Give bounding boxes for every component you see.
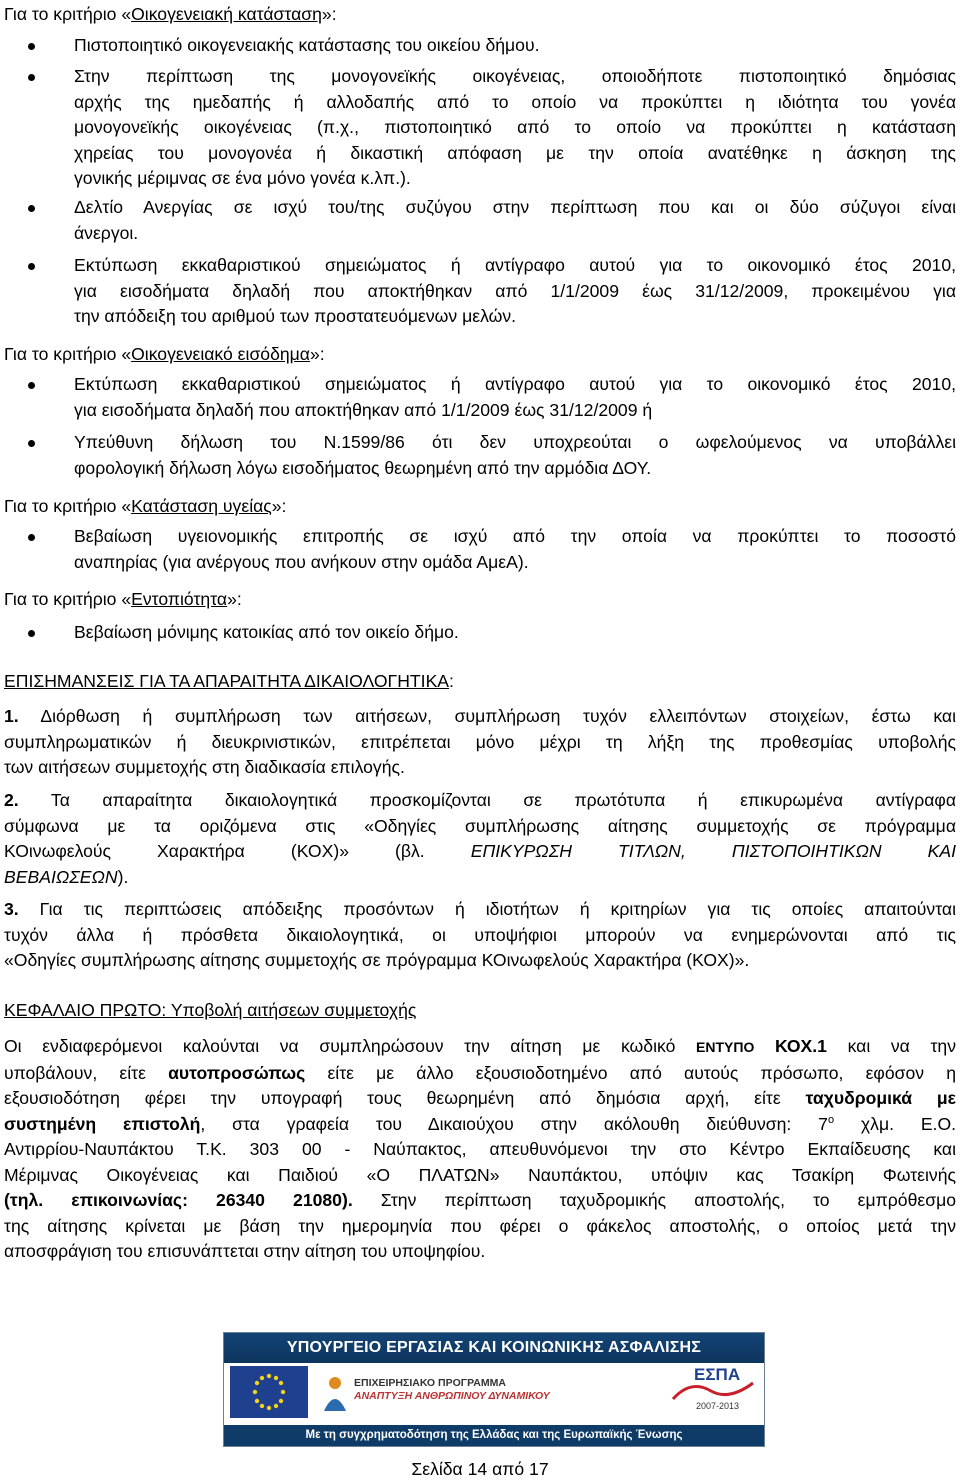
note-3: 3. Για τις περιπτώσεις απόδειξης προσόντων ή ιδιοτήτων ή κριτηρίων για τις οποίες απαιτούνται τυχόν άλλα ή πρόσθετα δικαιολογητικά, οι υποψήφιοι μπορούν να ενημερώνονται από τις «Οδηγίες συμπλήρωσης αίτησης συμμετοχής σε πρόγραμμα ΚΟινωφελούς Χαρακτήρα (ΚΟΧ)».: [4, 899, 956, 970]
cofunding-text: Με τη συγχρηματοδότηση της Ελλάδας και της Ευρωπαϊκής Ένωσης: [224, 1425, 764, 1446]
list-item: Δελτίο Ανεργίας σε ισχύ του/της συζύγου στην περίπτωση που και οι δύο σύζυγοι είναι άνεργοι.: [74, 195, 956, 246]
bullet-icon: [28, 382, 35, 389]
note-2: 2. Τα απαραίτητα δικαιολογητικά προσκομίζονται σε πρωτότυπα ή επικυρωμένα αντίγραφα σύμφωνα με τα οριζόμενα στις «Οδηγίες συμπλήρωσης αίτησης συμμετοχής σε πρόγραμμα ΚΟινωφελούς Χαρακτήρα (ΚΟΧ)» (βλ. ΕΠΙΚΥΡΩΣΗ ΤΙΤΛΩΝ, ΠΙΣΤΟΠΟΙΗΤΙΚΩΝ ΚΑΙ ΒΕΒΑΙΩΣΕΩΝ).: [4, 790, 956, 887]
list-item: Βεβαίωση υγειονομικής επιτροπής σε ισχύ από την οποία να προκύπτει το ποσοστό αναπηρίας (για ανέργους που ανήκουν στην ομάδα ΑμεΑ).: [74, 524, 956, 575]
program-name: ΕΠΙΧΕΙΡΗΣΙΑΚΟ ΠΡΟΓΡΑΜΜΑ ΑΝΑΠΤΥΞΗ ΑΝΘΡΩΠΙΝΟΥ ΔΥΝΑΜΙΚΟΥ: [354, 1377, 550, 1402]
chapter-heading: ΚΕΦΑΛΑΙΟ ΠΡΩΤΟ: Υποβολή αιτήσεων συμμετοχής: [4, 1000, 417, 1020]
criterion-heading-family-income: Για το κριτήριο «Οικογενειακό εισόδημα»:: [4, 344, 325, 364]
logos-strip: [224, 1363, 764, 1425]
program-logo-icon: [320, 1373, 350, 1413]
espa-years: 2007-2013: [696, 1401, 740, 1411]
bullet-icon: [28, 263, 35, 270]
espa-label: ΕΣΠΑ: [694, 1365, 741, 1384]
list-item: Υπεύθυνη δήλωση του Ν.1599/86 ότι δεν υποχρεούται ο ωφελούμενος να υποβάλλει φορολογική δήλωση λόγω εισοδήματος θεωρημένη από την αρμόδια ΔΟΥ.: [74, 430, 956, 481]
criterion-heading-health: Για το κριτήριο «Κατάσταση υγείας»:: [4, 496, 287, 516]
page-number: Σελίδα 14 από 17: [411, 1459, 549, 1479]
note-1: 1. Διόρθωση ή συμπλήρωση των αιτήσεων, συμπλήρωση τυχόν ελλειπόντων στοιχείων, έστω και συμπληρωματικών ή διευκρινιστικών, επιτρέπεται μόνο μέχρι τη λήξη της προθεσμίας υποβολής των αιτήσεων συμμετοχής στη διαδικασία επιλογής.: [4, 706, 956, 777]
bullet-icon: [28, 43, 35, 50]
funding-banner: [223, 1332, 765, 1447]
chapter-paragraph: Οι ενδιαφερόμενοι καλούνται να συμπληρώσουν την αίτηση με κωδικό ΕΝΤΥΠΟ ΚΟΧ.1 και να την υποβάλουν, είτε αυτοπροσώπως είτε με άλλο εξουσιοδοτημένο από αυτούς πρόσωπο, εφόσον η εξουσιοδότηση φέρει την υπογραφή τους θεωρημένη από δημόσια αρχή, είτε ταχυδρομικά με συστημένη επιστολή, στα γραφεία του Δικαιούχου στην ακόλουθη διεύθυνση: $7^o$ χλμ. Ε.Ο. Αντιρρίου-Ναυπάκτου Τ.Κ. 303 00 - Ναύπακτος, απευθυνόμενοι την στο Κέντρο Εκπαίδευσης και Μέριμνας Οικογένειας και Παιδιού «Ο ΠΛΑΤΩΝ» Ναυπάκτου, υπόψιν κας Τσακίρη Φωτεινής (τηλ. επικοινωνίας: 26340 21080). Στην περίπτωση ταχυδρομικής αποστολής, το εμπρόθεσμο της αίτησης κρίνεται με βάση την ημερομηνία που φέρει ο φάκελος αποστολής, ο οποίος μετά την αποσφράγιση του επισυνάπτεται στην αίτηση του υποψηφίου.: [4, 1036, 957, 1261]
criterion-heading-family-status: Για το κριτήριο «Οικογενειακή κατάσταση»:: [4, 4, 337, 24]
eu-flag-icon: [230, 1366, 308, 1418]
notes-heading: ΕΠΙΣΗΜΑΝΣΕΙΣ ΓΙΑ ΤΑ ΑΠΑΡΑΙΤΗΤΑ ΔΙΚΑΙΟΛΟΓΗΤΙΚΑ:: [4, 671, 454, 691]
ministry-title: ΥΠΟΥΡΓΕΙΟ ΕΡΓΑΣΙΑΣ ΚΑΙ ΚΟΙΝΩΝΙΚΗΣ ΑΣΦΑΛΙΣΗΣ: [224, 1333, 764, 1363]
bullet-icon: [28, 630, 35, 637]
bullet-icon: [28, 74, 35, 81]
bullet-icon: [28, 534, 35, 541]
bullet-icon: [28, 440, 35, 447]
bullet-icon: [28, 205, 35, 212]
criterion-heading-residence: Για το κριτήριο «Εντοπιότητα»:: [4, 589, 242, 609]
list-item: Εκτύπωση εκκαθαριστικού σημειώματος ή αντίγραφο αυτού για το οικονομικό έτος 2010, για εισοδήματα δηλαδή που αποκτήθηκαν από 1/1/2009 έως 31/12/2009, προκειμένου για την απόδειξη του αριθμού των προστατευόμενων μελών.: [74, 253, 956, 330]
list-item: Στην περίπτωση της μονογονεϊκής οικογένειας, οποιοδήποτε πιστοποιητικό δημόσιας αρχής της ημεδαπής ή αλλοδαπής από το οποίο να προκύπτει η ιδιότητα του γονέα μονογονεϊκής οικογένειας (π.χ., πιστοποιητικό από το οποίο να προκύπτει η κατάσταση χηρείας του μονογονέα ή δικαστική απόφαση με την οποία ανατέθηκε η άσκηση της γονικής μέριμνας σε ένα μόνο γονέα κ.λπ.).: [74, 64, 956, 192]
list-item: Πιστοποιητικό οικογενειακής κατάστασης του οικείου δήμου.: [74, 33, 956, 59]
list-item: Εκτύπωση εκκαθαριστικού σημειώματος ή αντίγραφο αυτού για το οικονομικό έτος 2010, για εισοδήματα δηλαδή που αποκτήθηκαν από 1/1/2009 έως 31/12/2009 ή: [74, 372, 956, 423]
list-item: Βεβαίωση μόνιμης κατοικίας από τον οικείο δήμο.: [74, 620, 956, 646]
